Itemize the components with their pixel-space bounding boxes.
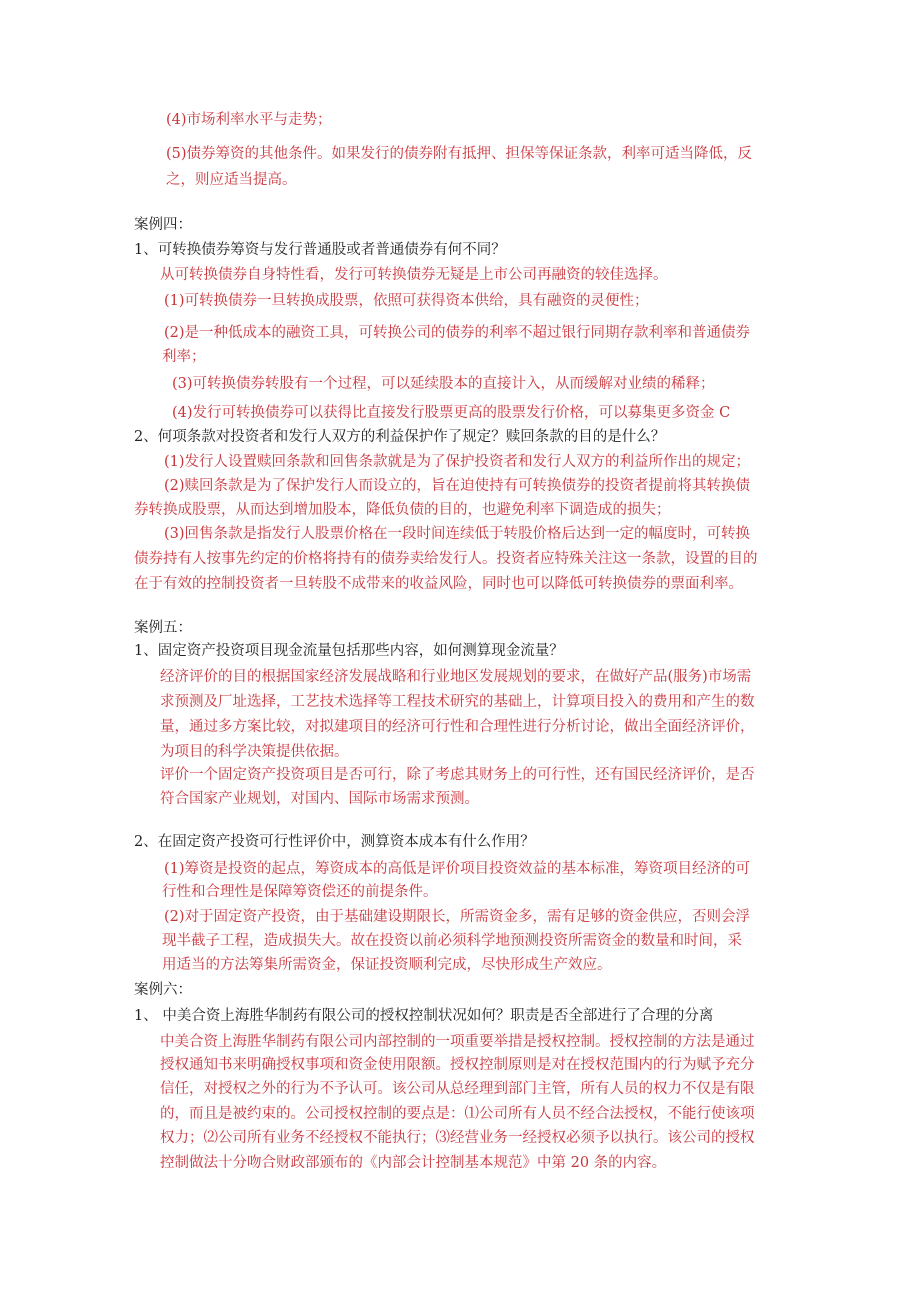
text-line: 权力；⑵公司所有业务不经授权不能执行；⑶经营业务一经授权必须予以执行。该公司的授权 xyxy=(160,1130,755,1146)
text-line: (1)筹资是投资的起点，筹资成本的高低是评价项目投资效益的基本标准，筹资项目经济的可 xyxy=(164,861,751,877)
section-heading: 案例四： xyxy=(134,217,192,233)
text-line: 为项目的科学决策提供依据。 xyxy=(160,744,349,760)
question-text: 1、 中美合资上海胜华制药有限公司的授权控制状况如何？职责是否全部进行了合理的分离 xyxy=(134,1008,714,1024)
text-line: 评价一个固定资产投资项目是否可行，除了考虑其财务上的可行性，还有国民经济评价，是否 xyxy=(160,767,755,783)
text-line: 之，则应适当提高。 xyxy=(166,172,297,188)
text-line: (4)市场利率水平与走势； xyxy=(166,112,332,128)
text-line: 的，而且是被约束的。公司授权控制的要点是：⑴公司所有人员不经合法授权，不能行使该项 xyxy=(160,1106,755,1122)
text-line: 债券持有人按事先约定的价格将持有的债券卖给发行人。投资者应特殊关注这一条款，设置的目的 xyxy=(134,551,758,567)
text-line: 中美合资上海胜华制药有限公司内部控制的一项重要举措是授权控制。授权控制的方法是通过 xyxy=(160,1034,755,1050)
text-line: 券转换成股票，从而达到增加股本，降低负债的目的，也避免利率下调造成的损失； xyxy=(134,502,671,518)
text-line: (1)可转换债券一旦转换成股票，依照可获得资本供给，具有融资的灵便性； xyxy=(164,293,649,309)
text-line: 行性和合理性是保障筹资偿还的前提条件。 xyxy=(162,884,438,900)
text-line: 信任，对授权之外的行为不予认可。该公司从总经理到部门主管，所有人员的权力不仅是有限 xyxy=(160,1081,755,1097)
text-line: 用适当的方法筹集所需资金，保证投资顺利完成，尽快形成生产效应。 xyxy=(162,957,612,973)
text-line: (1)发行人设置赎回条款和回售条款就是为了保护投资者和发行人双方的利益所作出的规定； xyxy=(164,454,751,470)
text-line: 量，通过多方案比较，对拟建项目的经济可行性和合理性进行分析讨论，做出全面经济评价， xyxy=(160,719,755,735)
text-line: 在于有效的控制投资者一旦转股不成带来的收益风险，同时也可以降低可转换债券的票面利率。 xyxy=(134,576,743,592)
text-line: (2)赎回条款是为了保护发行人而设立的，旨在迫使持有可转换债券的投资者提前将其转换债 xyxy=(164,478,751,494)
text-line: 符合国家产业规划，对国内、国际市场需求预测。 xyxy=(160,791,479,807)
text-line: (2)是一种低成本的融资工具，可转换公司的债券的利率不超过银行同期存款利率和普通债券 xyxy=(164,325,751,341)
text-line: (3)回售条款是指发行人股票价格在一段时间连续低于转股价格后达到一定的幅度时，可转换 xyxy=(164,526,751,542)
question-text: 2、何项条款对投资者和发行人双方的利益保护作了规定？赎回条款的目的是什么？ xyxy=(134,429,666,445)
question-text: 1、固定资产投资项目现金流量包括那些内容，如何测算现金流量？ xyxy=(134,643,564,659)
text-line: 从可转换债券自身特性看，发行可转换债券无疑是上市公司再融资的较佳选择。 xyxy=(160,267,668,283)
text-line: 控制做法十分吻合财政部颁布的《内部会计控制基本规范》中第 20 条的内容。 xyxy=(160,1155,667,1171)
text-line: 求预测及厂址选择，工艺技术选择等工程技术研究的基础上，计算项目投入的费用和产生的数 xyxy=(160,694,755,710)
text-line: 经济评价的目的根据国家经济发展战略和行业地区发展规划的要求，在做好产品(服务)市场需 xyxy=(160,669,752,685)
text-line: (2)对于固定资产投资，由于基础建设期限长，所需资金多，需有足够的资金供应，否则会浮 xyxy=(164,909,751,925)
text-line: 授权通知书来明确授权事项和资金使用限额。授权控制原则是对在授权范围内的行为赋予充分 xyxy=(160,1057,755,1073)
question-text: 1、可转换债券筹资与发行普通股或者普通债券有何不同？ xyxy=(134,242,506,258)
section-heading: 案例六： xyxy=(134,982,192,998)
question-text: 2、在固定资产投资可行性评价中，测算资本成本有什么作用？ xyxy=(134,834,535,850)
text-line: 利率； xyxy=(162,349,206,365)
text-line: 现半截子工程，造成损失大。故在投资以前必须科学地预测投资所需资金的数量和时间，采 xyxy=(162,933,742,949)
text-line: (4)发行可转换债券可以获得比直接发行股票更高的股票发行价格，可以募集更多资金 C xyxy=(172,405,731,421)
text-line: (3)可转换债券转股有一个过程，可以延续股本的直接计入，从而缓解对业绩的稀释； xyxy=(172,376,715,392)
section-heading: 案例五： xyxy=(134,620,192,636)
text-line: (5)债券筹资的其他条件。如果发行的债券附有抵押、担保等保证条款，利率可适当降低，反 xyxy=(166,146,753,162)
